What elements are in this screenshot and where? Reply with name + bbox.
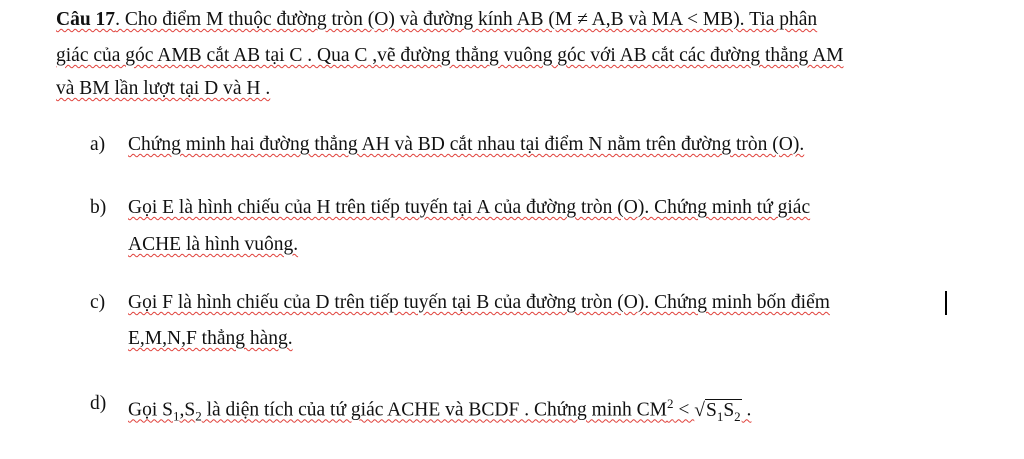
problem-line-2: giác của góc AMB cắt AB tại C . Qua C ,vẽ đường thẳng vuông góc với AB cắt các đường thẳng AM — [56, 45, 844, 66]
part-d-sup: 2 — [667, 396, 674, 411]
part-d-text — [128, 392, 751, 428]
part-a-label: a) — [90, 134, 106, 155]
part-d-sub2: 2 — [195, 408, 202, 424]
part-d-sub1: 1 — [172, 408, 180, 424]
part-b-text-2: ACHE là hình vuông. — [128, 234, 299, 255]
part-c-text-1: Gọi F là hình chiếu của D trên tiếp tuyến tại B của đường tròn (O). Chứng minh bốn điểm — [128, 292, 830, 313]
rad-sub1: 1 — [716, 408, 724, 424]
rad-s2: S — [723, 399, 735, 421]
part-b-label: b) — [90, 197, 107, 218]
part-d-lt: < — [673, 399, 695, 421]
part-b-text-1: Gọi E là hình chiếu của H trên tiếp tuyến tại A của đường tròn (O). Chứng minh tứ giác — [128, 197, 811, 218]
part-c-label: c) — [90, 292, 106, 313]
sqrt-expression: $√S_1S_2$ — [694, 399, 741, 428]
rad-sub2: 2 — [734, 408, 741, 424]
rad-s1: S — [705, 399, 717, 421]
problem-line-3: và BM lần lượt tại D và H . — [56, 78, 271, 99]
part-d-mid1: ,S — [179, 399, 196, 421]
problem-text-1: . Cho điểm M thuộc đường tròn (O) và đường kính AB (M ≠ A,B và MA < MB). Tia phân — [115, 9, 818, 30]
part-d-mid2: là diện tích của tứ giác ACHE và BCDF . Chứng minh CM — [201, 399, 667, 421]
problem-number: Câu 17 — [56, 9, 116, 30]
part-d-label: d) — [90, 393, 107, 414]
part-c-text-2: E,M,N,F thẳng hàng. — [128, 328, 293, 349]
part-a-text: Chứng minh hai đường thẳng AH và BD cắt nhau tại điểm N nằm trên đường tròn (O). — [128, 134, 805, 155]
part-d-pre: Gọi S — [128, 399, 173, 421]
problem-line-1 — [56, 8, 817, 32]
part-d-end: . — [741, 399, 752, 421]
text-cursor — [945, 291, 947, 315]
